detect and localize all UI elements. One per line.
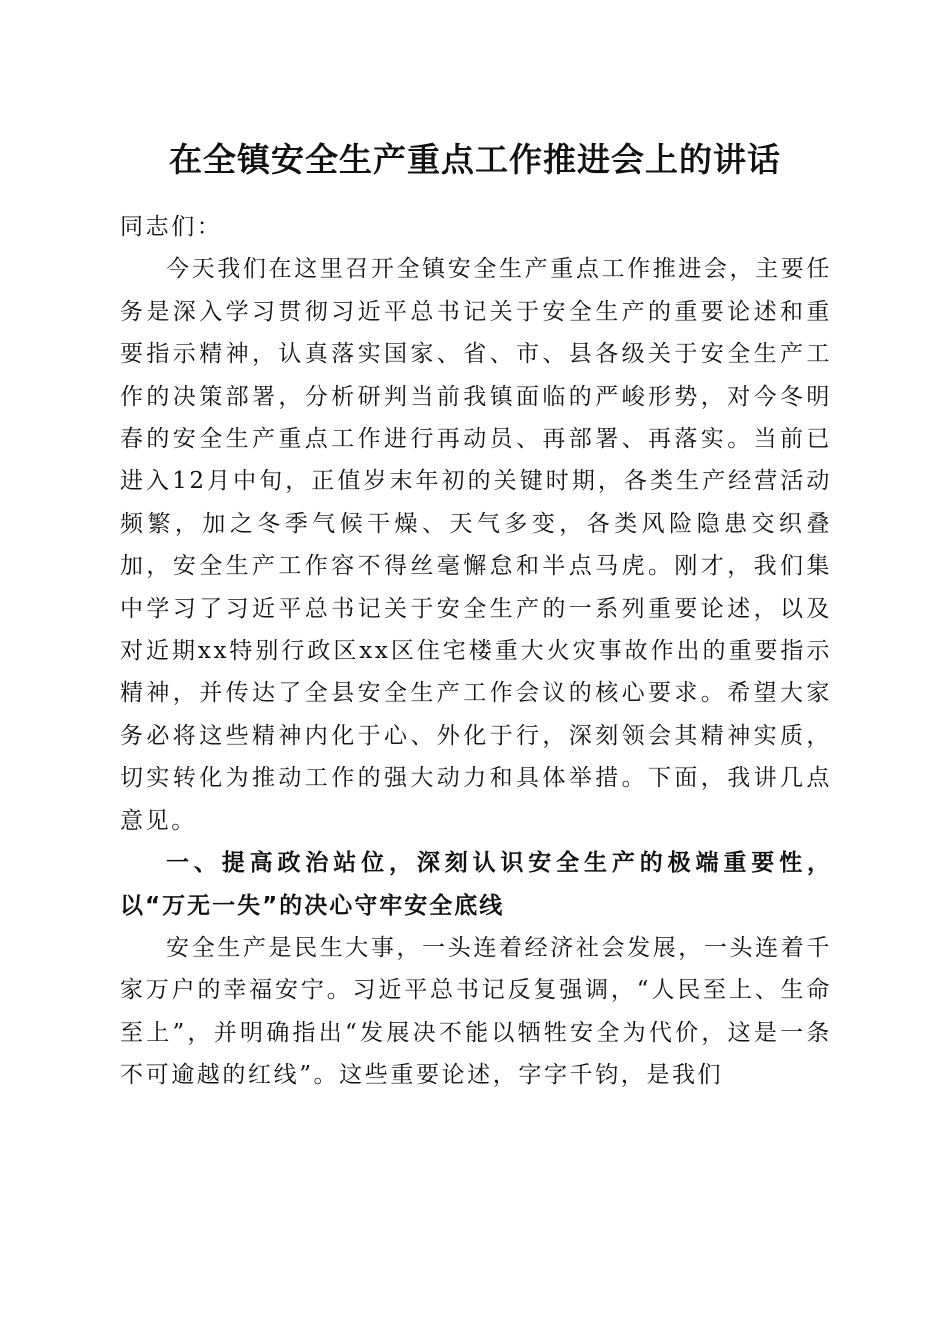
salutation: 同志们：	[120, 214, 223, 240]
section-1-paragraph: 安全生产是民生大事，一头连着经济社会发展，一头连着千家万户的幸福安宁。习近平总书记反复强调，“人民至上、生命至上”，并明确指出“发展决不能以牺牲安全为代价，这是一条不可逾越的红线”。这些重要论述，字字千钧，是我们	[120, 934, 832, 1089]
intro-paragraph: 今天我们在这里召开全镇安全生产重点工作推进会，主要任务是深入学习贯彻习近平总书记关于安全生产的重要论述和重要指示精神，认真落实国家、省、市、县各级关于安全生产工作的决策部署，分析研判当前我镇面临的严峻形势，对今冬明春的安全生产重点工作进行再动员、再部署、再落实。当前已进入12月中旬，正值岁末年初的关键时期，各类生产经营活动频繁，加之冬季气候干燥、天气多变，各类风险隐患交织叠加，安全生产工作容不得丝毫懈怠和半点马虎。刚才，我们集中学习了习近平总书记关于安全生产的一系列重要论述，以及对近期xx特别行政区xx区住宅楼重大火灾事故作出的重要指示精神，并传达了全县安全生产工作会议的核心要求。希望大家务必将这些精神内化于心、外化于行，深刻领会其精神实质，切实转化为推动工作的强大动力和具体举措。下面，我讲几点意见。	[120, 256, 832, 834]
document-title: 在全镇安全生产重点工作推进会上的讲话	[169, 140, 781, 179]
section-heading-1: 一、提高政治站位，深刻认识安全生产的极端重要性，以“万无一失”的决心守牢安全底线	[120, 850, 832, 919]
document-body	[120, 206, 832, 1097]
